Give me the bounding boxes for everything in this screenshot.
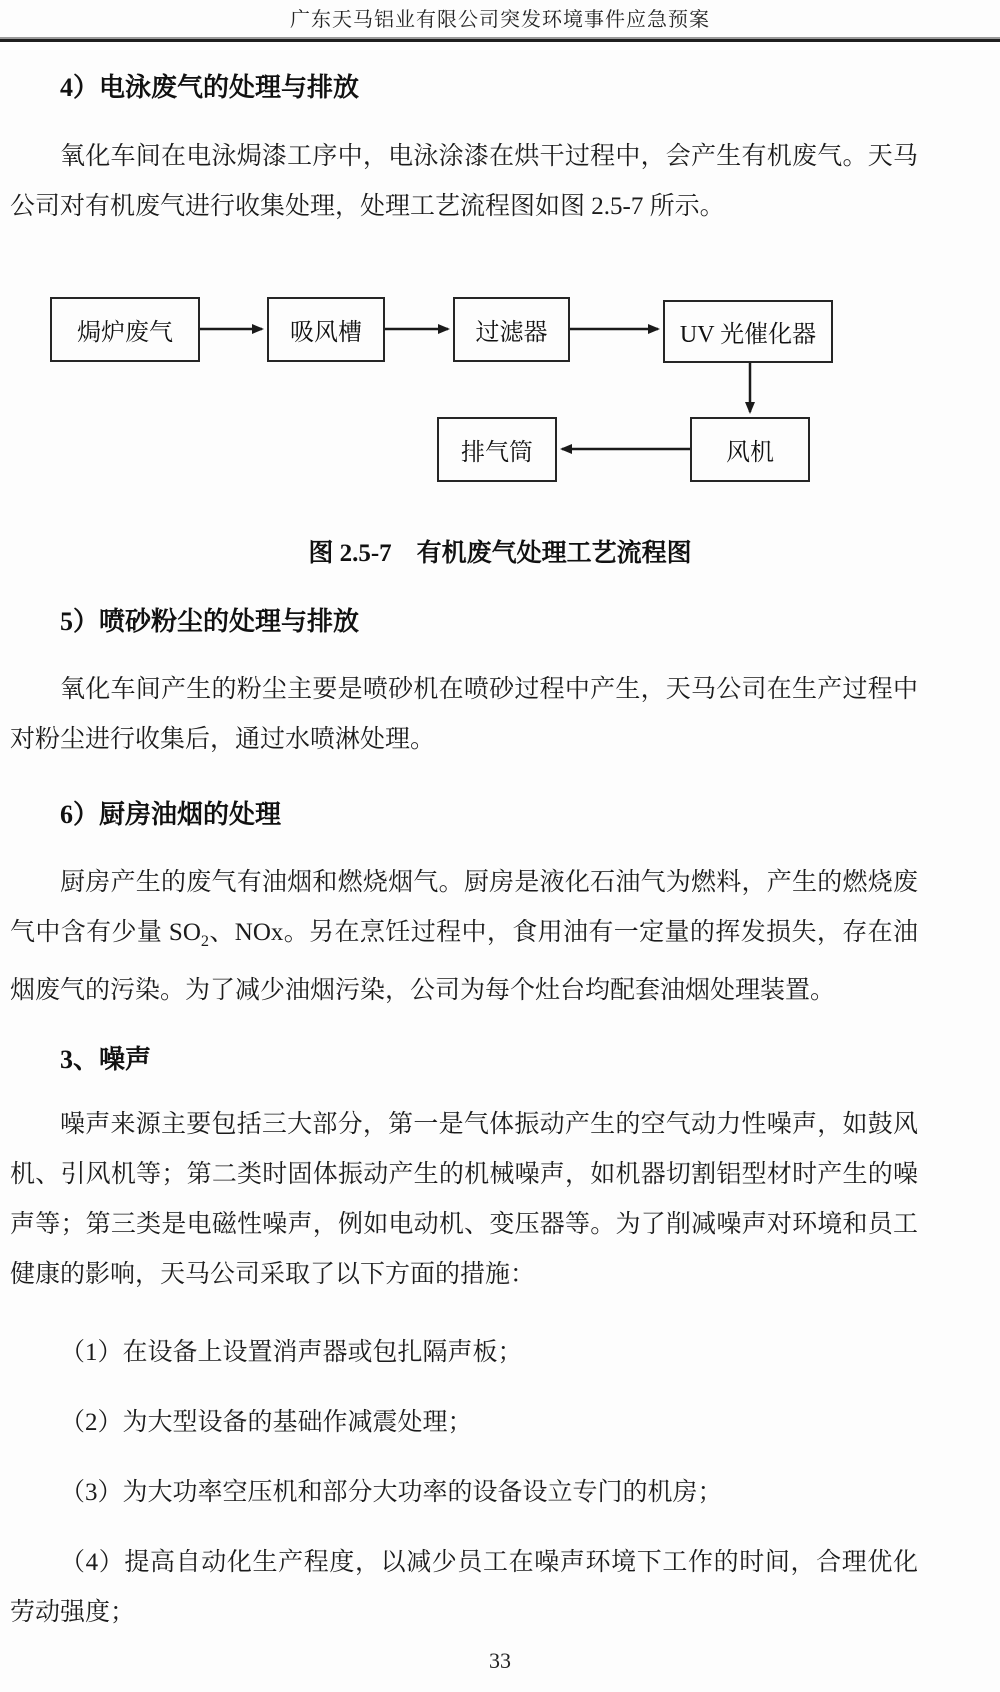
section-heading-6: 6）厨房油烟的处理 [60,800,282,829]
paragraph-kitchen-fume [10,858,918,1016]
header-divider [0,39,1000,42]
section-heading-4: 4）电泳废气的处理与排放 [60,73,360,102]
paragraph-electrophoresis: 氧化车间在电泳焗漆工序中，电泳涂漆在烘干过程中，会产生有机废气。天马公司对有机废气进行收集处理，处理工艺流程图如图 2.5-7 所示。 [10,143,918,220]
section-heading-5: 5）喷砂粉尘的处理与排放 [60,607,360,636]
flowchart-box-exhaust-stack: 排气筒 [437,417,557,482]
page-number: 33 [489,1648,511,1673]
flowchart-box-oven-exhaust: 焗炉废气 [50,297,200,362]
paragraph-kitchen-fume-part1: 厨房产生的废气有油烟和燃烧烟气。厨房是液化石油气为燃料，产生的燃烧废气中含有少量 SO [10,869,918,946]
list-item-1: （1）在设备上设置消声器或包扎隔声板； [60,1339,523,1366]
figure-caption: 图 2.5-7 有机废气处理工艺流程图 [308,540,692,567]
flowchart-box-uv-catalyst: UV 光催化器 [663,300,833,363]
section-heading-noise: 3、噪声 [60,1045,152,1074]
list-item-4: （4）提高自动化生产程度，以减少员工在噪声环境下工作的时间，合理优化劳动强度； [10,1549,918,1626]
list-item-3: （3）为大功率空压机和部分大功率的设备设立专门的机房； [60,1479,723,1506]
paragraph-kitchen-fume-part2: 、NOx。另在烹饪过程中，食用油有一定量的挥发损失，存在油烟废气的污染。为了减少油烟污染，公司为每个灶台均配套油烟处理装置。 [10,919,918,1004]
so2-subscript: 2 [200,932,210,950]
flowchart-box-filter: 过滤器 [453,297,570,362]
list-item-2: （2）为大型设备的基础作减震处理； [60,1409,473,1436]
paragraph-noise-sources: 噪声来源主要包括三大部分，第一是气体振动产生的空气动力性噪声，如鼓风机、引风机等；第二类时固体振动产生的机械噪声，如机器切割铝型材时产生的噪声等；第三类是电磁性噪声，例如电动机、变压器等。为了削减噪声对环境和员工健康的影响，天马公司采取了以下方面的措施： [10,1111,918,1288]
flowchart-box-suction-duct: 吸风槽 [267,297,385,362]
page-header-title: 广东天马铝业有限公司突发环境事件应急预案 [290,9,710,31]
paragraph-sandblast-dust: 氧化车间产生的粉尘主要是喷砂机在喷砂过程中产生，天马公司在生产过程中对粉尘进行收集后，通过水喷淋处理。 [10,676,918,753]
flowchart-figure [0,297,1000,482]
flowchart-box-fan: 风机 [690,417,810,482]
